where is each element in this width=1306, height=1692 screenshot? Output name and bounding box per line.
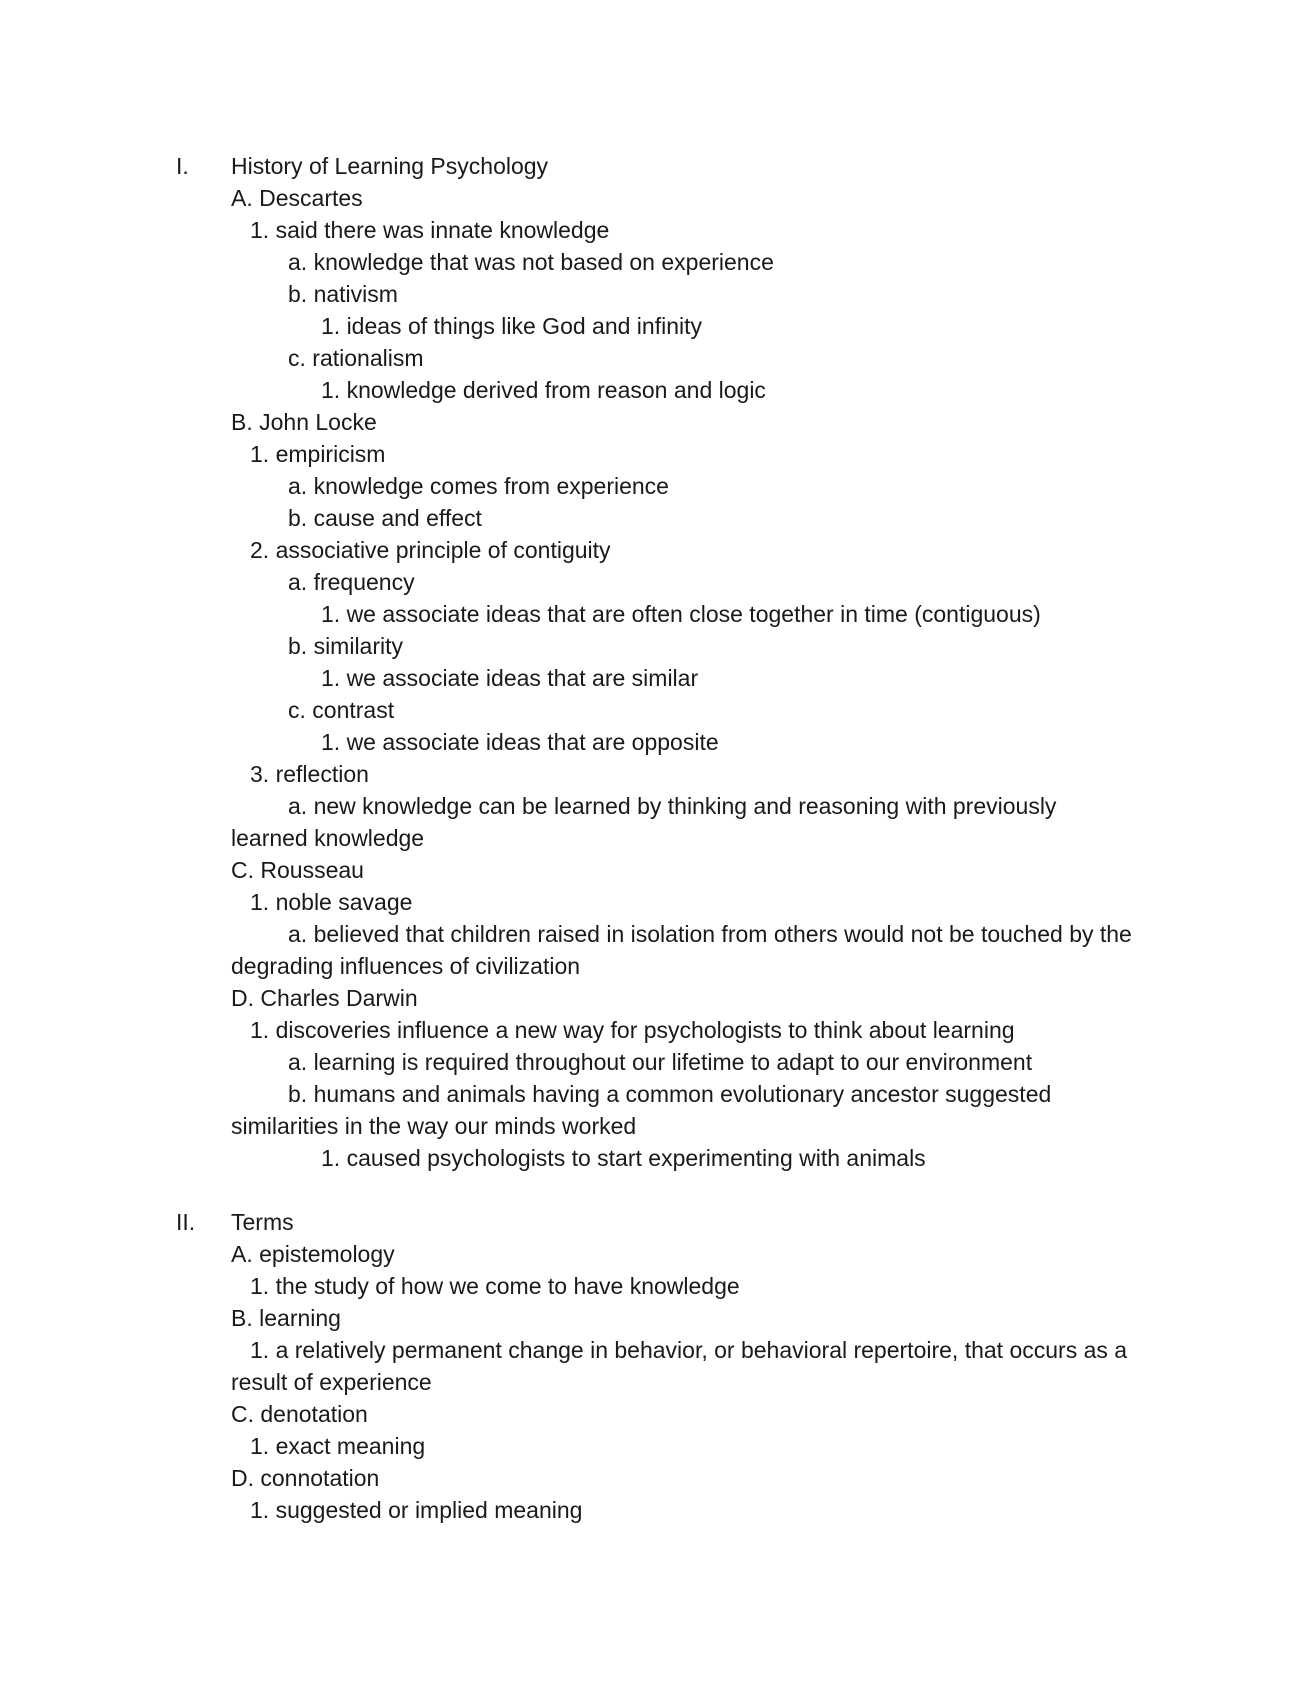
outline-item-text: 1. ideas of things like God and infinity [321,313,703,339]
outline-item [0,1302,1306,1334]
outline-item-text: c. contrast [288,697,395,723]
outline-item [0,310,1306,342]
outline-item [0,886,1306,918]
outline-item-text: b. cause and effect [288,505,482,531]
outline-item [0,790,1306,822]
outline-item-text: D. Charles Darwin [231,985,418,1011]
outline-item [0,758,1306,790]
outline-item-text: D. connotation [231,1465,380,1491]
outline-item-text: a. learning is required throughout our lifetime to adapt to our environment [288,1049,1033,1075]
outline-item-text: similarities in the way our minds worked [231,1113,637,1139]
outline-item [0,982,1306,1014]
outline-item-text: 1. a relatively permanent change in behavior, or behavioral repertoire, that occurs as a [250,1337,1128,1363]
outline-item [0,246,1306,278]
section-heading [0,150,1306,182]
outline-item-text: b. similarity [288,633,404,659]
outline-item [0,374,1306,406]
outline-item-text: C. Rousseau [231,857,364,883]
outline-item-text: 1. we associate ideas that are opposite [321,729,719,755]
outline-item-text: 1. exact meaning [250,1433,426,1459]
outline-item [0,918,1306,950]
section-numeral: II. [176,1209,196,1235]
outline-item-text: 1. empiricism [250,441,386,467]
outline-item [0,1046,1306,1078]
section-title: History of Learning Psychology [231,153,549,179]
section-title: Terms [231,1209,294,1235]
outline-item-text: degrading influences of civilization [231,953,581,979]
outline-item-text: 1. we associate ideas that are often close together in time (contiguous) [321,601,1041,627]
outline-item [0,1430,1306,1462]
outline-item-text: 1. caused psychologists to start experimenting with animals [321,1145,926,1171]
outline-item [0,1494,1306,1526]
outline-item [0,534,1306,566]
section-heading [0,1206,1306,1238]
outline-item [0,470,1306,502]
outline-item [0,854,1306,886]
outline-item-continuation [0,1366,1306,1398]
outline-item-text: 1. noble savage [250,889,413,915]
section-numeral: I. [176,153,189,179]
outline-item [0,1462,1306,1494]
section-spacer [0,1174,1306,1206]
outline-item-text: 3. reflection [250,761,369,787]
outline-item [0,630,1306,662]
outline-item [0,502,1306,534]
outline-item-text: A. epistemology [231,1241,395,1267]
outline-item [0,1270,1306,1302]
outline-item-text: 1. suggested or implied meaning [250,1497,583,1523]
outline-item [0,1398,1306,1430]
outline-item [0,1078,1306,1110]
outline-item [0,214,1306,246]
outline-item [0,438,1306,470]
outline [0,150,1306,1526]
outline-item [0,1142,1306,1174]
outline-item-text: b. humans and animals having a common evolutionary ancestor suggested [288,1081,1052,1107]
outline-item-text: 1. said there was innate knowledge [250,217,610,243]
outline-item [0,662,1306,694]
outline-item-text: result of experience [231,1369,432,1395]
outline-item [0,598,1306,630]
outline-item [0,278,1306,310]
outline-item-continuation [0,1110,1306,1142]
outline-item-text: a. knowledge comes from experience [288,473,669,499]
outline-item [0,1014,1306,1046]
outline-item-text: b. nativism [288,281,398,307]
outline-item-text: a. believed that children raised in isolation from others would not be touched by the [288,921,1132,947]
outline-item-text: c. rationalism [288,345,424,371]
outline-item-text: C. denotation [231,1401,368,1427]
outline-item-continuation [0,950,1306,982]
outline-item-text: 2. associative principle of contiguity [250,537,611,563]
outline-item-text: a. new knowledge can be learned by thinking and reasoning with previously [288,793,1057,819]
outline-item-text: 1. discoveries influence a new way for psychologists to think about learning [250,1017,1015,1043]
outline-item-text: a. frequency [288,569,415,595]
outline-item [0,726,1306,758]
outline-item [0,342,1306,374]
outline-item-text: 1. we associate ideas that are similar [321,665,699,691]
outline-item-continuation [0,822,1306,854]
outline-item-text: 1. knowledge derived from reason and logic [321,377,766,403]
outline-item [0,1334,1306,1366]
outline-item-text: A. Descartes [231,185,363,211]
outline-item-text: 1. the study of how we come to have knowledge [250,1273,740,1299]
outline-item [0,1238,1306,1270]
outline-item-text: a. knowledge that was not based on experience [288,249,774,275]
outline-item [0,566,1306,598]
outline-item [0,182,1306,214]
outline-item [0,694,1306,726]
outline-item-text: B. learning [231,1305,341,1331]
outline-item-text: B. John Locke [231,409,377,435]
outline-item-text: learned knowledge [231,825,425,851]
outline-item [0,406,1306,438]
